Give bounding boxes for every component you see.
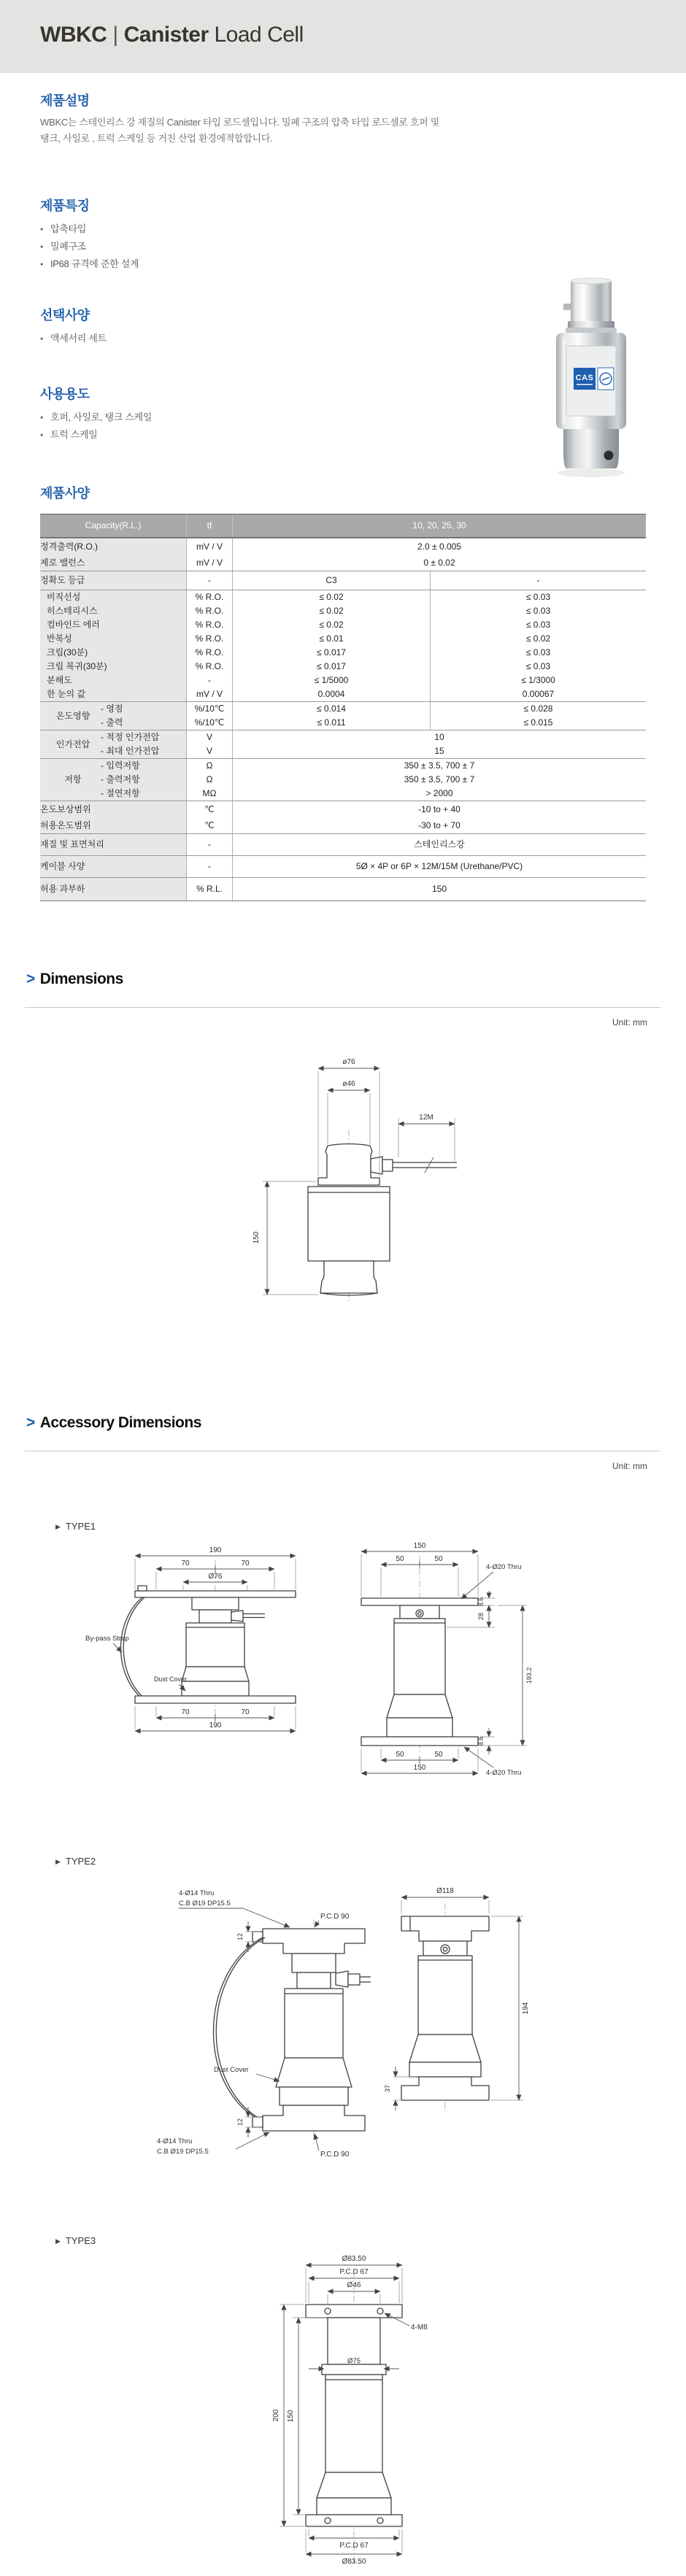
type3-drawing — [259, 2253, 456, 2575]
row-unit: - — [187, 834, 233, 855]
row-value: 15 — [434, 746, 444, 756]
row-unit: mV / V — [187, 687, 233, 701]
table-row — [40, 674, 646, 687]
row-unit: %/10℃ — [187, 702, 233, 716]
type1-label: ▶ TYPE1 — [55, 1521, 96, 1532]
title-separator: | — [112, 23, 118, 47]
section-specs — [40, 483, 90, 502]
spec-group-resistance — [40, 758, 646, 801]
dim-label: 12 — [236, 2118, 244, 2126]
series-name: Canister — [123, 23, 209, 47]
dim-label: 37 — [384, 2084, 391, 2093]
table-row-cable — [40, 855, 646, 877]
type1-front-drawing — [84, 1546, 303, 1750]
unit-label: Unit: mm — [612, 1461, 647, 1471]
row-value-2: - — [536, 575, 540, 585]
type1-front-outline — [120, 1586, 296, 1703]
spec-group-excitation — [40, 730, 646, 758]
dimensions-heading: > Dimensions — [26, 971, 123, 988]
feature-item: ● IP68 규격에 준한 설계 — [40, 255, 139, 273]
row-unit: mV / V — [187, 555, 233, 571]
table-row — [40, 590, 646, 604]
table-row — [40, 801, 646, 817]
section-options-title: 선택사양 — [40, 308, 90, 323]
section-specs-title: 제품사양 — [40, 486, 90, 501]
dim-label: 150 — [413, 1764, 426, 1772]
row-label: 비직선성 — [40, 590, 187, 604]
dim-label: 50 — [396, 1751, 404, 1759]
pcd-label: P.C.D 90 — [320, 2151, 350, 2159]
row-value: 10 — [434, 732, 444, 742]
dim-label: 8.6 — [477, 1736, 485, 1746]
dim-label: 50 — [434, 1555, 443, 1563]
row-value: 350 ± 3.5, 700 ± 7 — [404, 760, 475, 771]
type2-front-drawing — [113, 1879, 372, 2160]
row-unit: ℃ — [187, 817, 233, 833]
loadcell-outline — [308, 1144, 457, 1296]
row-label: - 최대 인가전압 — [99, 744, 187, 758]
group-label: 저항 — [40, 759, 99, 801]
section-features — [40, 196, 139, 273]
row-value: 2.0 ± 0.005 — [417, 541, 461, 552]
row-value-2: ≤ 0.028 — [523, 703, 553, 714]
unit-label: Unit: mm — [612, 1017, 647, 1027]
type2-label: ▶ TYPE2 — [55, 1856, 96, 1867]
pcd-label: P.C.D 90 — [320, 1913, 350, 1921]
application-item: ● 트럭 스케일 — [40, 426, 152, 444]
row-unit: Ω — [187, 759, 233, 773]
group-label: 인가전압 — [40, 730, 99, 758]
section-features-title: 제품특징 — [40, 198, 90, 213]
row-unit: mV / V — [187, 539, 233, 555]
dim-label: 70 — [181, 1559, 190, 1567]
cas-logo-text: CAS — [575, 374, 594, 382]
table-row — [40, 604, 646, 618]
dim-label: Ø75 — [347, 2357, 361, 2365]
row-unit: - — [187, 674, 233, 687]
row-value-1: ≤ 0.01 — [233, 632, 431, 646]
row-unit: - — [187, 571, 233, 590]
table-row — [40, 539, 646, 555]
table-row — [40, 687, 646, 701]
row-value-2: ≤ 0.02 — [525, 633, 551, 644]
spec-group-temp-effect — [40, 701, 646, 730]
dim-label: Ø118 — [436, 1887, 454, 1895]
row-value: -10 to + 40 — [418, 803, 460, 814]
row-label: 한 눈의 값 — [40, 687, 187, 701]
header-capacity: Capacity(R.L.) — [40, 514, 187, 537]
dim-label: 150 — [413, 1542, 426, 1550]
spec-group-performance — [40, 590, 646, 701]
bolt-label: 4-M8 — [411, 2324, 428, 2332]
row-value-2: ≤ 0.03 — [525, 592, 551, 602]
product-type — [209, 23, 215, 47]
dim-label: 200 — [272, 2409, 280, 2422]
thru-hole-label: C.B Ø19 DP15.5 — [179, 1900, 231, 1908]
row-label: - 적정 인가전압 — [99, 730, 187, 744]
spec-group-output — [40, 538, 646, 571]
row-unit: ℃ — [187, 801, 233, 817]
table-row — [40, 632, 646, 646]
row-value-1: ≤ 0.017 — [233, 660, 431, 674]
row-value: 350 ± 3.5, 700 ± 7 — [404, 774, 475, 784]
dim-cable-length: 12M — [419, 1114, 433, 1122]
thru-hole-label: 4-Ø20 Thru — [486, 1563, 522, 1571]
pcd-label: P.C.D 67 — [339, 2268, 369, 2276]
thru-hole-label: C.B Ø19 DP15.5 — [157, 2148, 209, 2156]
row-unit: % R.O. — [187, 590, 233, 604]
row-label: 정격출력(R.O.) — [40, 539, 187, 555]
spec-table — [40, 514, 646, 901]
row-label: - 출력저항 — [99, 773, 187, 787]
row-value-1: ≤ 1/5000 — [233, 674, 431, 687]
row-label: 온도보상범위 — [40, 801, 187, 817]
row-label: 컴바인드 에러 — [40, 618, 187, 632]
row-unit: % R.O. — [187, 646, 233, 660]
dim-label: 12 — [236, 1932, 244, 1941]
row-value-1: ≤ 0.02 — [233, 590, 431, 604]
section-description — [40, 90, 439, 147]
dim-label: 28 — [477, 1612, 485, 1621]
row-label: 정확도 등급 — [40, 571, 187, 590]
row-label: 제로 밸런스 — [40, 555, 187, 571]
accessory-heading: > Accessory Dimensions — [26, 1414, 201, 1432]
description-line-2: 탱크, 사일로 , 트럭 스케일 등 거친 산업 환경에적합합니다. — [40, 133, 273, 144]
row-value-2: ≤ 0.03 — [525, 620, 551, 630]
row-label: - 출력 — [99, 716, 187, 730]
row-value-2: 0.00067 — [522, 689, 555, 699]
row-label: 반복성 — [40, 632, 187, 646]
row-value-1: C3 — [233, 571, 431, 590]
row-value: > 2000 — [425, 788, 453, 798]
main-dimension-drawing — [232, 1042, 477, 1316]
row-unit: % R.O. — [187, 618, 233, 632]
product-type-label: Load Cell — [214, 23, 304, 47]
dim-label: 193.2 — [525, 1667, 533, 1684]
spec-table-header — [40, 514, 646, 538]
row-value: -30 to + 70 — [418, 820, 460, 830]
row-value-1: ≤ 0.02 — [233, 618, 431, 632]
type1-side-drawing — [343, 1541, 558, 1786]
dim-label: 190 — [209, 1546, 222, 1554]
dim-label: 150 — [287, 2410, 295, 2423]
row-value-1: ≤ 0.017 — [233, 646, 431, 660]
type1-side-outline — [361, 1598, 478, 1746]
row-label: 크립 복귀(30분) — [40, 660, 187, 674]
row-value: 150 — [431, 884, 447, 894]
pcd-label: P.C.D 67 — [339, 2542, 369, 2550]
row-value-1: 0.0004 — [233, 687, 431, 701]
table-row — [40, 660, 646, 674]
dim-label: 70 — [241, 1559, 250, 1567]
divider — [25, 1007, 660, 1008]
row-unit: V — [187, 744, 233, 758]
dim-label: Ø83.50 — [342, 2255, 366, 2263]
type3-outline — [306, 2305, 402, 2526]
dim-d76: ø76 — [342, 1058, 355, 1066]
row-label: 히스테리시스 — [40, 604, 187, 618]
row-label: 허용온도범위 — [40, 817, 187, 833]
type2-side-outline — [401, 1916, 489, 2100]
loadcell-photo-shape — [556, 278, 626, 477]
row-unit: % R.L. — [187, 878, 233, 901]
dim-d46: ø46 — [342, 1080, 355, 1088]
row-unit: % R.O. — [187, 660, 233, 674]
description-line-1: WBKC는 스테인리스 강 재질의 Canister 타입 로드셀입니다. 밀폐 구조의 압축 타입 로드셀로 호퍼 및 — [40, 117, 439, 128]
thru-hole-label: 4-Ø14 Thru — [157, 2137, 193, 2145]
row-unit: % R.O. — [187, 604, 233, 618]
feature-item: ● 압축타입 — [40, 220, 139, 238]
table-row-accuracy — [40, 571, 646, 590]
dim-label: Ø46 — [347, 2281, 361, 2289]
section-applications — [40, 384, 152, 444]
row-unit: MΩ — [187, 787, 233, 801]
row-label: - 입력저항 — [99, 759, 187, 773]
table-row-overload — [40, 877, 646, 901]
feature-item: ● 밀폐구조 — [40, 238, 139, 255]
table-row — [40, 646, 646, 660]
dust-cover-label: Dust Cover — [214, 2066, 249, 2074]
type3-label: ▶ TYPE3 — [55, 2235, 96, 2246]
row-label: 케이블 사양 — [40, 856, 187, 877]
page-title — [40, 23, 304, 47]
row-value-2: ≤ 0.03 — [525, 647, 551, 658]
row-value-2: ≤ 0.015 — [523, 717, 553, 728]
dim-label: 194 — [522, 2002, 530, 2015]
dim-label: Ø83.50 — [342, 2558, 366, 2566]
dim-label: 50 — [396, 1555, 404, 1563]
dim-label: Ø76 — [208, 1573, 223, 1581]
dim-height: 150 — [253, 1231, 261, 1244]
row-unit: V — [187, 730, 233, 744]
row-value-1: ≤ 0.011 — [233, 716, 431, 730]
row-value-2: ≤ 0.03 — [525, 606, 551, 616]
row-unit: Ω — [187, 773, 233, 787]
header-unit: tf — [187, 514, 233, 537]
row-value: 0 ± 0.02 — [423, 557, 455, 568]
row-label: 재질 및 표면처리 — [40, 834, 187, 855]
section-options — [40, 305, 107, 347]
row-value-2: ≤ 1/3000 — [521, 675, 555, 685]
row-unit: - — [187, 856, 233, 877]
row-label: 분해도 — [40, 674, 187, 687]
row-label: - 절연저항 — [99, 787, 187, 801]
row-value-1: ≤ 0.02 — [233, 604, 431, 618]
thru-hole-label: 4-Ø14 Thru — [179, 1889, 215, 1897]
row-value-2: ≤ 0.03 — [525, 661, 551, 671]
row-value-1: ≤ 0.014 — [233, 702, 431, 716]
group-label: 온도영향 — [40, 702, 99, 730]
bypass-strap-label: By-pass Strap — [85, 1635, 129, 1643]
row-value: 5Ø × 4P or 6P × 12M/15M (Urethane/PVC) — [355, 861, 523, 871]
table-row — [40, 618, 646, 632]
thru-hole-label: 4-Ø20 Thru — [486, 1769, 522, 1777]
dim-label: 70 — [181, 1708, 190, 1716]
application-item: ● 호퍼, 사일로, 탱크 스케일 — [40, 409, 152, 426]
dust-cover-label: Dust Cover — [154, 1675, 188, 1683]
spec-group-temp-range — [40, 801, 646, 833]
dim-label: 190 — [209, 1721, 222, 1729]
table-row — [40, 555, 646, 571]
row-label: 크립(30분) — [40, 646, 187, 660]
dim-label: 50 — [434, 1751, 443, 1759]
model-name: WBKC — [40, 23, 107, 47]
row-unit: %/10℃ — [187, 716, 233, 730]
dim-label: 8.6 — [477, 1597, 485, 1607]
dim-label: 70 — [241, 1708, 250, 1716]
table-row — [40, 817, 646, 833]
row-label: - 영점 — [99, 702, 187, 716]
header-values: 10, 20, 25, 30 — [412, 520, 466, 531]
table-row-material — [40, 833, 646, 855]
section-applications-title: 사용용도 — [40, 387, 90, 401]
type2-front-outline — [214, 1929, 371, 2131]
row-unit: % R.O. — [187, 632, 233, 646]
option-item: ● 액세서리 세트 — [40, 330, 107, 347]
type2-side-drawing — [383, 1881, 555, 2133]
row-label: 허용 과부하 — [40, 878, 187, 901]
row-value: 스테인리스강 — [414, 839, 465, 849]
product-photo — [542, 276, 641, 495]
section-description-title: 제품설명 — [40, 93, 90, 108]
